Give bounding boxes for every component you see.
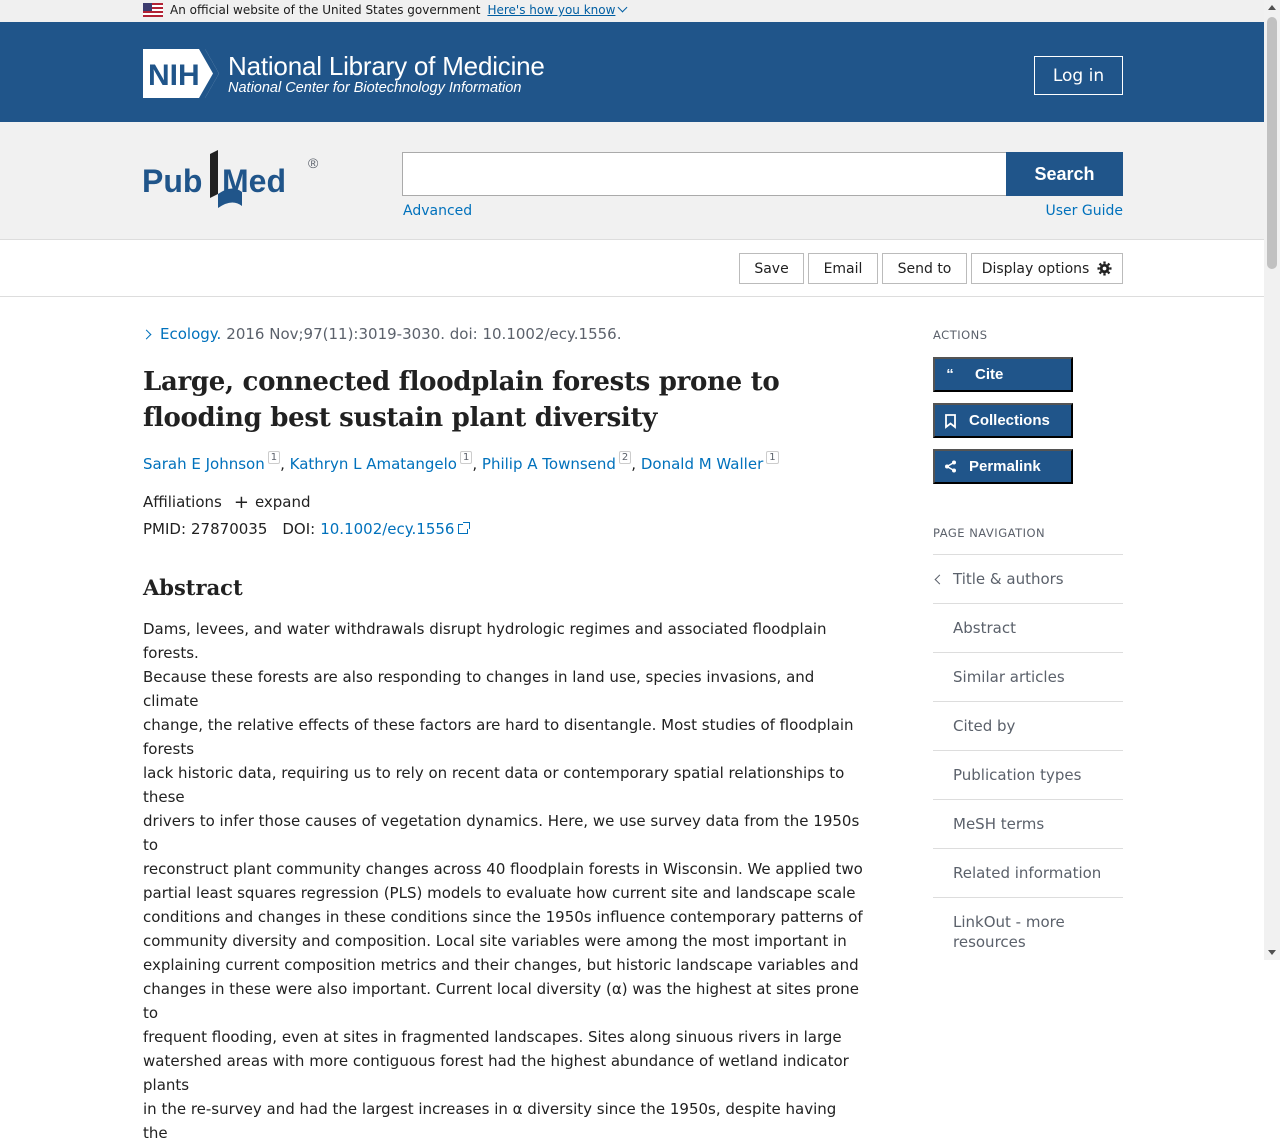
nav-linkout[interactable]: LinkOut - more resources <box>933 897 1123 959</box>
abstract-text <box>143 617 865 1145</box>
gear-icon <box>1097 261 1112 276</box>
save-button[interactable]: Save <box>739 253 804 284</box>
collections-label: Collections <box>969 412 1050 429</box>
journal-citation <box>143 325 621 343</box>
chevron-right-icon[interactable] <box>142 329 152 339</box>
abstract-line: reconstruct plant community changes across 40 floodplain forests in Wisconsin. We applied two <box>143 860 863 878</box>
pubmed-logo-med: Med <box>222 163 286 199</box>
affiliation-ref[interactable]: 1 <box>766 451 778 464</box>
author-link[interactable]: Sarah E Johnson <box>143 455 265 473</box>
page-navigation <box>933 554 1123 959</box>
doi-link[interactable]: 10.1002/ecy.1556 <box>320 520 455 538</box>
display-options-button[interactable] <box>971 253 1123 284</box>
abstract-line: in the re-survey and had the largest increases in α diversity since the 1950s, despite having the <box>143 1100 837 1142</box>
nav-cited-by[interactable]: Cited by <box>933 701 1123 750</box>
cite-button[interactable] <box>933 357 1073 392</box>
pubmed-logo-icon[interactable] <box>142 146 326 210</box>
page-scrollbar[interactable] <box>1264 0 1280 960</box>
display-options-label: Display options <box>981 260 1090 277</box>
user-guide-link[interactable]: User Guide <box>1045 203 1123 219</box>
abstract-line: changes in these were also important. Current local diversity (α) was the highest at sites prone to <box>143 980 860 1022</box>
expand-toggle[interactable]: expand <box>254 493 311 511</box>
us-flag-icon <box>143 3 163 17</box>
plus-icon[interactable]: + <box>233 491 249 513</box>
nih-logo-text: NIH <box>148 59 200 92</box>
email-button[interactable]: Email <box>808 253 878 284</box>
article-toolbar <box>0 241 1264 297</box>
search-area <box>0 122 1264 240</box>
abstract-line: community diversity and composition. Local site variables were among the most important in <box>143 932 847 950</box>
scroll-up-icon[interactable] <box>1268 5 1276 10</box>
abstract-line: drivers to infer those causes of vegetation dynamics. Here, we use survey data from the 1950s to <box>143 812 860 854</box>
nav-publication-types[interactable]: Publication types <box>933 750 1123 799</box>
scroll-thumb[interactable] <box>1267 17 1277 269</box>
pmid-label: PMID: <box>143 520 187 538</box>
affiliations-label: Affiliations <box>143 493 222 511</box>
nav-title-authors[interactable]: Title & authors <box>933 554 1123 603</box>
abstract-line: explaining current composition metrics and their changes, but historic landscape variables and <box>143 956 859 974</box>
heres-how-you-know-link[interactable]: Here's how you know <box>487 3 616 17</box>
doi-label: DOI: <box>282 520 316 538</box>
gov-banner <box>0 0 1264 22</box>
cite-label: Cite <box>975 366 1004 383</box>
advanced-search-link[interactable]: Advanced <box>403 203 473 219</box>
quote-icon: “ <box>946 366 954 383</box>
scroll-down-icon[interactable] <box>1268 950 1276 955</box>
nav-similar-articles[interactable]: Similar articles <box>933 652 1123 701</box>
affiliation-ref[interactable]: 1 <box>268 451 280 464</box>
abstract-line: partial least squares regression (PLS) models to evaluate how current site and landscape scale <box>143 884 856 902</box>
citation-text: 2016 Nov;97(11):3019-3030. doi: 10.1002/ecy.1556. <box>226 325 622 343</box>
author-link[interactable]: Philip A Townsend <box>481 455 616 473</box>
nih-subtitle[interactable]: National Center for Biotechnology Information <box>228 80 522 96</box>
gov-banner-text: An official website of the United States government <box>170 3 481 17</box>
abstract-line: watershed areas with more contiguous forest had the highest abundance of wetland indicator plants <box>143 1052 849 1094</box>
abstract-heading: Abstract <box>143 575 243 600</box>
chevron-left-icon <box>935 575 945 585</box>
pubmed-logo-reg: ® <box>308 155 319 171</box>
nav-mesh-terms[interactable]: MeSH terms <box>933 799 1123 848</box>
affiliation-ref[interactable]: 1 <box>460 451 472 464</box>
article-title: Large, connected floodplain forests prone to flooding best sustain plant diversity <box>143 367 780 433</box>
affiliations-row <box>143 493 311 511</box>
abstract-line: conditions and changes in these conditions since the 1950s influence contemporary patterns of <box>143 908 863 926</box>
nih-logo-icon[interactable] <box>143 49 219 98</box>
nih-title[interactable]: National Library of Medicine <box>228 51 545 81</box>
bookmark-icon <box>935 414 965 428</box>
journal-link[interactable]: Ecology. <box>160 325 222 343</box>
send-to-button[interactable]: Send to <box>882 253 967 284</box>
author-list: Sarah E Johnson $^1$ , Kathryn L Amatangelo $^1$ , Philip A Townsend $^2$ , Donald M Waller $^1$ <box>143 455 779 473</box>
page-navigation-heading: PAGE NAVIGATION <box>933 526 1046 540</box>
abstract-line: Dams, levees, and water withdrawals disrupt hydrologic regimes and associated floodplain forests. <box>143 620 827 662</box>
pubmed-logo-pub: Pub <box>142 163 203 199</box>
article-ids <box>143 520 468 538</box>
abstract-line: Because these forests are also responding to changes in land use, species invasions, and climate <box>143 668 815 710</box>
collections-button[interactable] <box>933 403 1073 438</box>
pmid-value: 27870035 <box>191 520 268 538</box>
login-button[interactable]: Log in <box>1034 56 1123 95</box>
author-link[interactable]: Kathryn L Amatangelo <box>289 455 457 473</box>
external-link-icon[interactable] <box>458 524 468 534</box>
chevron-down-icon[interactable] <box>618 2 628 12</box>
permalink-label: Permalink <box>969 458 1041 475</box>
nav-abstract[interactable]: Abstract <box>933 603 1123 652</box>
abstract-line: change, the relative effects of these factors are hard to disentangle. Most studies of floodplain forests <box>143 716 854 758</box>
nih-header <box>0 22 1264 122</box>
actions-heading: ACTIONS <box>933 328 988 342</box>
share-icon <box>935 460 965 473</box>
nav-related-information[interactable]: Related information <box>933 848 1123 897</box>
search-input[interactable] <box>402 152 1007 196</box>
permalink-button[interactable] <box>933 449 1073 484</box>
abstract-line: frequent flooding, even at sites in fragmented landscapes. Sites along sinuous rivers in large <box>143 1028 842 1046</box>
affiliation-ref[interactable]: 2 <box>619 451 631 464</box>
abstract-line: lack historic data, requiring us to rely on recent data or contemporary spatial relationships to these <box>143 764 845 806</box>
search-button[interactable]: Search <box>1006 152 1123 196</box>
author-link[interactable]: Donald M Waller <box>640 455 764 473</box>
